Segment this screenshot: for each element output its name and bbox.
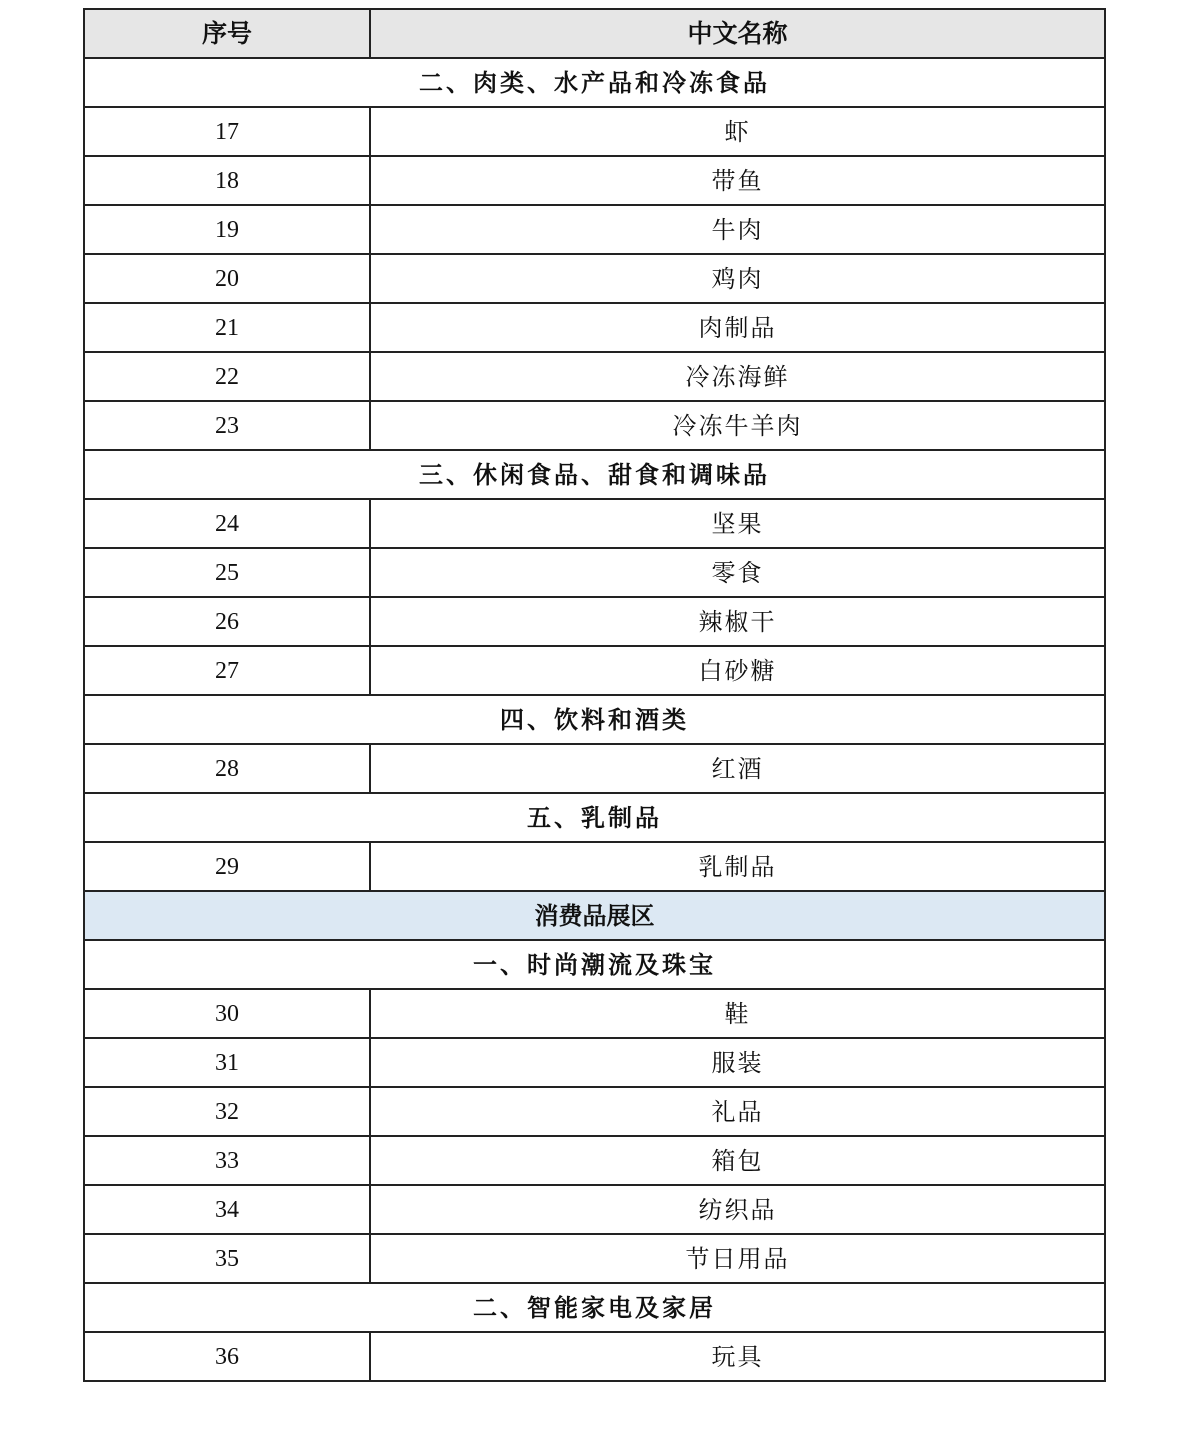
table-row: [84, 352, 1105, 401]
table-row: [84, 1136, 1105, 1185]
table-body: [84, 58, 1105, 1381]
table-row: [84, 303, 1105, 352]
row-serial-number: 23: [84, 401, 370, 450]
table-row: [84, 1234, 1105, 1283]
row-serial-number: 30: [84, 989, 370, 1038]
table-row: [84, 744, 1105, 793]
table-row: [84, 499, 1105, 548]
table-row: [84, 254, 1105, 303]
row-chinese-name: 冷冻海鲜: [370, 352, 1105, 401]
row-chinese-name: 乳制品: [370, 842, 1105, 891]
table-header-row: [84, 9, 1105, 58]
table-row: [84, 1087, 1105, 1136]
table-row: [84, 205, 1105, 254]
table-row: [84, 1185, 1105, 1234]
table-row: [84, 1038, 1105, 1087]
row-serial-number: 33: [84, 1136, 370, 1185]
row-serial-number: 32: [84, 1087, 370, 1136]
row-chinese-name: 虾: [370, 107, 1105, 156]
major-section-row: [84, 891, 1105, 940]
section-title: 二、智能家电及家居: [84, 1283, 1105, 1332]
header-chinese-name: 中文名称: [370, 9, 1105, 58]
section-row: [84, 58, 1105, 107]
table-row: [84, 597, 1105, 646]
row-serial-number: 22: [84, 352, 370, 401]
major-section-title: 消费品展区: [84, 891, 1105, 940]
table-row: [84, 989, 1105, 1038]
row-serial-number: 19: [84, 205, 370, 254]
row-chinese-name: 箱包: [370, 1136, 1105, 1185]
row-serial-number: 27: [84, 646, 370, 695]
table-row: [84, 842, 1105, 891]
row-chinese-name: 冷冻牛羊肉: [370, 401, 1105, 450]
row-serial-number: 31: [84, 1038, 370, 1087]
row-serial-number: 26: [84, 597, 370, 646]
row-chinese-name: 节日用品: [370, 1234, 1105, 1283]
table-row: [84, 156, 1105, 205]
row-chinese-name: 服装: [370, 1038, 1105, 1087]
section-row: [84, 793, 1105, 842]
table-row: [84, 646, 1105, 695]
row-chinese-name: 肉制品: [370, 303, 1105, 352]
section-title: 二、肉类、水产品和冷冻食品: [84, 58, 1105, 107]
table-row: [84, 548, 1105, 597]
section-title: 五、乳制品: [84, 793, 1105, 842]
row-serial-number: 28: [84, 744, 370, 793]
section-title: 四、饮料和酒类: [84, 695, 1105, 744]
header-serial-number: 序号: [84, 9, 370, 58]
row-chinese-name: 牛肉: [370, 205, 1105, 254]
row-chinese-name: 礼品: [370, 1087, 1105, 1136]
section-row: [84, 695, 1105, 744]
row-chinese-name: 纺织品: [370, 1185, 1105, 1234]
row-serial-number: 29: [84, 842, 370, 891]
row-chinese-name: 白砂糖: [370, 646, 1105, 695]
table-row: [84, 1332, 1105, 1381]
section-row: [84, 1283, 1105, 1332]
row-chinese-name: 辣椒干: [370, 597, 1105, 646]
section-row: [84, 940, 1105, 989]
row-chinese-name: 鸡肉: [370, 254, 1105, 303]
row-serial-number: 35: [84, 1234, 370, 1283]
product-category-table: [83, 8, 1106, 1382]
row-chinese-name: 玩具: [370, 1332, 1105, 1381]
row-serial-number: 25: [84, 548, 370, 597]
row-chinese-name: 红酒: [370, 744, 1105, 793]
table-row: [84, 107, 1105, 156]
row-serial-number: 34: [84, 1185, 370, 1234]
row-serial-number: 36: [84, 1332, 370, 1381]
row-chinese-name: 鞋: [370, 989, 1105, 1038]
row-chinese-name: 带鱼: [370, 156, 1105, 205]
row-serial-number: 24: [84, 499, 370, 548]
row-serial-number: 21: [84, 303, 370, 352]
row-serial-number: 17: [84, 107, 370, 156]
row-serial-number: 18: [84, 156, 370, 205]
table-row: [84, 401, 1105, 450]
row-chinese-name: 零食: [370, 548, 1105, 597]
section-title: 一、时尚潮流及珠宝: [84, 940, 1105, 989]
section-title: 三、休闲食品、甜食和调味品: [84, 450, 1105, 499]
section-row: [84, 450, 1105, 499]
row-serial-number: 20: [84, 254, 370, 303]
row-chinese-name: 坚果: [370, 499, 1105, 548]
